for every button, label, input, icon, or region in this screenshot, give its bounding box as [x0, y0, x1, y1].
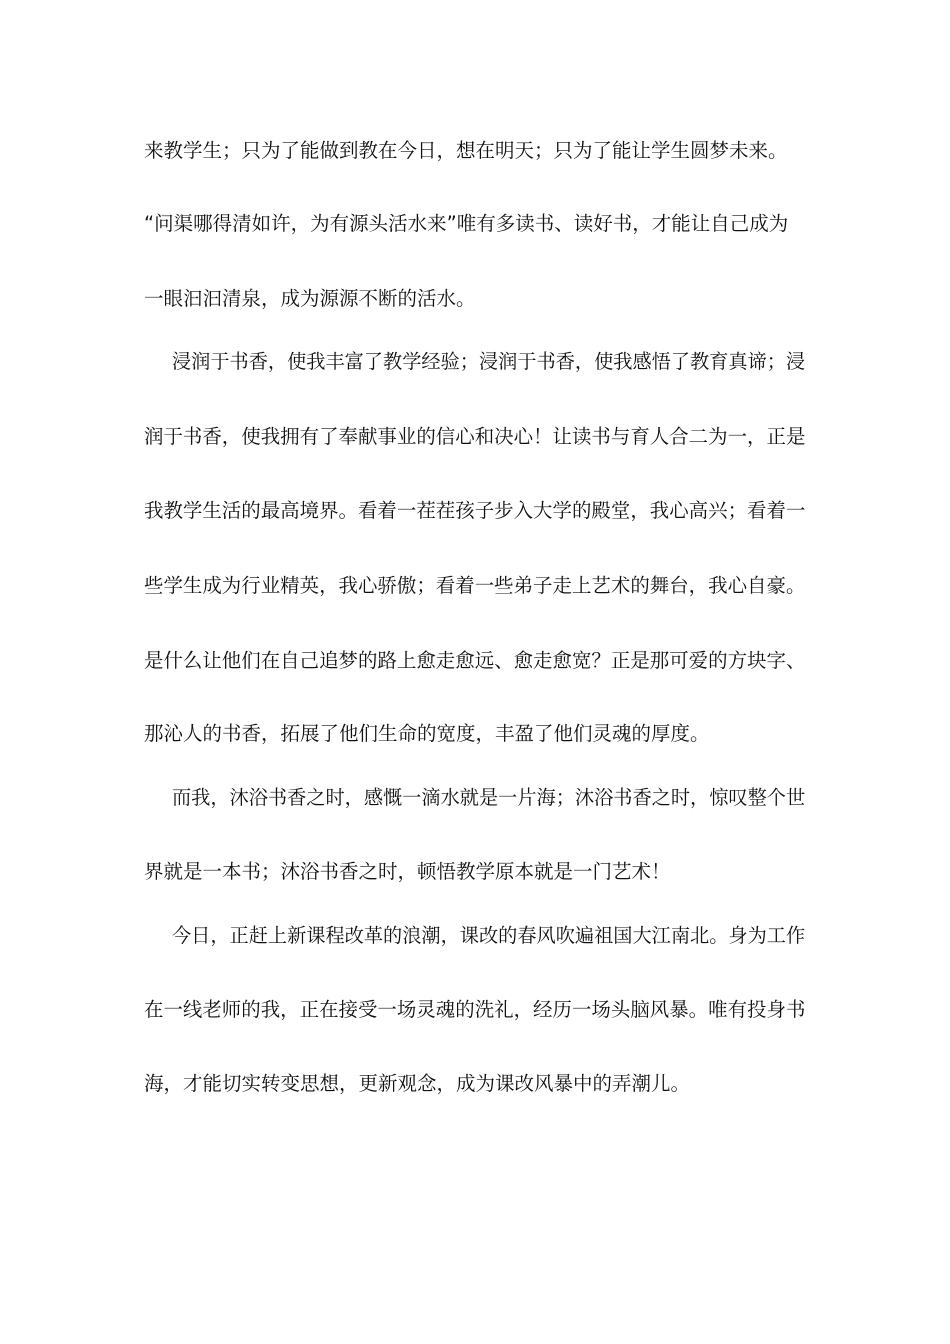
- text-line: 是什么让他们在自己追梦的路上愈走愈远、愈走愈宽？正是那可爱的方块字、: [144, 649, 806, 672]
- text-line: 而我，沐浴书香之时，感慨一滴水就是一片海；沐浴书香之时，惊叹整个世: [172, 786, 806, 809]
- text-line: 来教学生；只为了能做到教在今日，想在明天；只为了能让学生圆梦未来。: [144, 139, 788, 162]
- text-line: 那沁人的书香，拓展了他们生命的宽度，丰盈了他们灵魂的厚度。: [144, 722, 710, 745]
- text-line: 一眼汩汩清泉，成为源源不断的活水。: [144, 287, 476, 310]
- text-line: 在一线老师的我，正在接受一场灵魂的洗礼，经历一场头脑风暴。唯有投身书: [144, 998, 806, 1021]
- text-line: 界就是一本书；沐浴书香之时，顿悟教学原本就是一门艺术！: [144, 860, 671, 883]
- text-line: 海，才能切实转变思想，更新观念，成为课改风暴中的弄潮儿。: [144, 1072, 691, 1095]
- text-line: 些学生成为行业精英，我心骄傲；看着一些弟子走上艺术的舞台，我心自豪。: [144, 574, 806, 597]
- text-line: 我教学生活的最高境界。看着一茬茬孩子步入大学的殿堂，我心高兴；看着一: [144, 499, 806, 522]
- text-line: 今日，正赶上新课程改革的浪潮，课改的春风吹遍祖国大江南北。身为工作: [172, 924, 806, 947]
- text-line: 浸润于书香，使我丰富了教学经验；浸润于书香，使我感悟了教育真谛；浸: [172, 350, 806, 373]
- text-line: “问渠哪得清如许，为有源头活水来”唯有多读书、读好书，才能让自己成为: [144, 212, 789, 235]
- text-line: 润于书香，使我拥有了奉献事业的信心和决心！让读书与育人合二为一，正是: [144, 425, 806, 448]
